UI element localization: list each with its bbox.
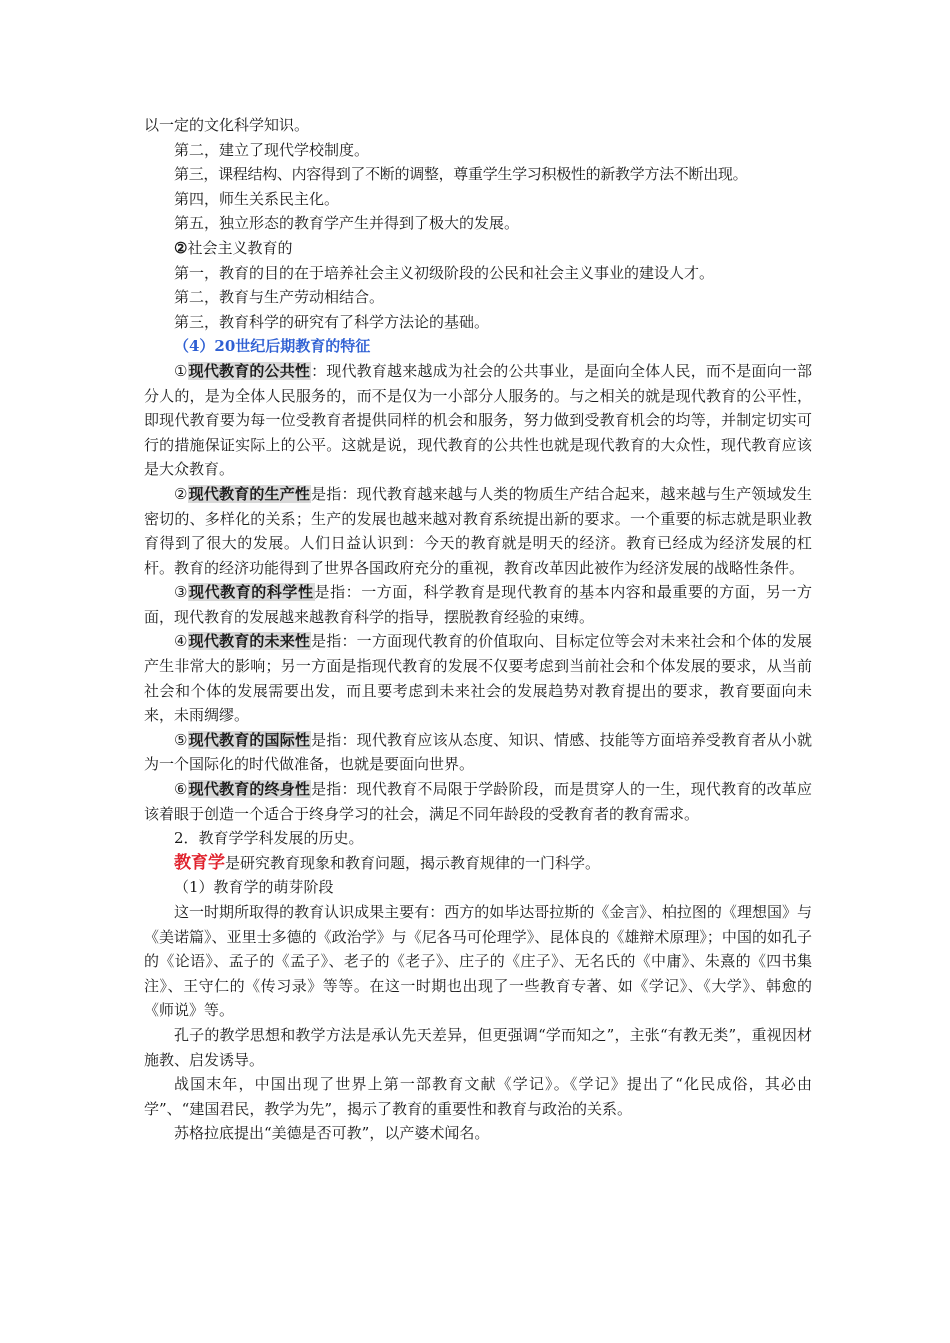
paragraph: 第三，教育科学的研究有了科学方法论的基础。 xyxy=(174,312,490,331)
paragraph-text: 是指：现代教育越来越与人类的物质生产结合起来，越来越与生产领域发生密切的、多样化的关系；生产的发展也越来越对教育系统提出新的要求。一个重要的标志就是职业教育得到了很大的发展。人们日益认识到：今天的教育就是明天的经济。教育已经成为经济发展的杠杆。教育的经济功能得到了世界各国政府充分的重视，教育改革因此被作为经济发展的战略性条件。 xyxy=(144,484,812,577)
subsection-heading: （1）教育学的萌芽阶段 xyxy=(174,878,334,897)
paragraph xyxy=(144,482,812,580)
paragraph: 战国末年，中国出现了世界上第一部教育文献《学记》。《学记》提出了“化民成俗，其必由学”、“建国君民，教学为先”，揭示了教育的重要性和教育与政治的关系。 xyxy=(144,1075,812,1118)
paragraph: 第五，独立形态的教育学产生并得到了极大的发展。 xyxy=(174,214,520,233)
paragraph-text: 社会主义教育的 xyxy=(187,238,293,257)
paragraph xyxy=(144,728,812,777)
key-term: 现代教育的科学性 xyxy=(189,583,314,602)
list-marker: ② xyxy=(174,484,188,503)
key-term: 现代教育的公共性 xyxy=(188,361,311,380)
key-term: 现代教育的终身性 xyxy=(188,780,311,799)
paragraph-text: 是指：一方面现代教育的价值取向、目标定位等会对未来社会和个体的发展产生非常大的影响；另一方面是指现代教育的发展不仅要考虑到当前社会和个体发展的要求，从当前社会和个体的发展需要出发，而且要考虑到未来社会的发展趋势对教育提出的要求，教育要面向未来，未雨绸缪。 xyxy=(144,632,812,725)
section-heading: 2．教育学学科发展的历史。 xyxy=(174,829,364,848)
list-marker: ③ xyxy=(174,583,189,602)
paragraph-text: ：现代教育越来越成为社会的公共事业，是面向全体人民，而不是面向一部分人的，是为全体人民服务的，而不是仅为一小部分人服务的。与之相关的就是现代教育的公平性，即现代教育要为每一位受教育者提供同样的机会和服务，努力做到受教育机会的均等，并制定切实可行的措施保证实际上的公平。这就是说，现代教育的公共性也就是现代教育的大众性，现代教育应该是大众教育。 xyxy=(144,361,812,479)
paragraph xyxy=(144,236,812,261)
paragraph: 这一时期所取得的教育认识成果主要有：西方的如毕达哥拉斯的《金言》、柏拉图的《理想国》与《美诺篇》、亚里士多德的《政治学》与《尼各马可伦理学》、昆体良的《雄辩术原理》；中国的如孔子的《论语》、孟子的《孟子》、老子的《老子》、庄子的《庄子》、无名氏的《中庸》、朱熹的《四书集注》、王守仁的《传习录》等等。在这一时期也出现了一些教育专著、如《学记》、《大学》、韩愈的《师说》等。 xyxy=(144,903,812,1020)
paragraph: 苏格拉底提出“美德是否可教”，以产婆术闻名。 xyxy=(174,1124,490,1143)
key-term: 现代教育的国际性 xyxy=(188,730,311,749)
paragraph: 第二，教育与生产劳动相结合。 xyxy=(174,288,385,307)
paragraph xyxy=(144,629,812,727)
paragraph: 以一定的文化科学知识。 xyxy=(144,116,310,134)
key-term: 现代教育的未来性 xyxy=(188,632,311,651)
paragraph: 第三，课程结构、内容得到了不断的调整，尊重学生学习积极性的新教学方法不断出现。 xyxy=(174,165,748,184)
paragraph-text: 是指：现代教育应该从态度、知识、情感、技能等方面培养受教育者从小就为一个国际化的时代做准备，也就是要面向世界。 xyxy=(144,730,812,774)
key-term: 教育学 xyxy=(174,852,225,873)
paragraph xyxy=(144,777,812,826)
document-page xyxy=(144,113,812,1146)
list-marker: ⑤ xyxy=(174,730,188,749)
list-marker: ⑥ xyxy=(174,780,188,799)
list-marker: ② xyxy=(174,238,188,257)
section-heading: （4）20世纪后期教育的特征 xyxy=(174,337,371,356)
paragraph: 第二，建立了现代学校制度。 xyxy=(174,140,370,159)
paragraph-text: 是研究教育现象和教育问题，揭示教育规律的一门科学。 xyxy=(225,853,601,872)
paragraph: 第一，教育的目的在于培养社会主义初级阶段的公民和社会主义事业的建设人才。 xyxy=(174,263,715,282)
paragraph xyxy=(144,580,812,629)
paragraph: 第四，师生关系民主化。 xyxy=(174,189,340,208)
paragraph-text: 是指：一方面，科学教育是现代教育的基本内容和最重要的方面，另一方面，现代教育的发展越来越教育科学的指导，摆脱教育经验的束缚。 xyxy=(144,583,812,626)
paragraph xyxy=(144,359,812,482)
key-term: 现代教育的生产性 xyxy=(188,484,311,503)
paragraph-text: 是指：现代教育不局限于学龄阶段，而是贯穿人的一生，现代教育的改革应该着眼于创造一个适合于终身学习的社会，满足不同年龄段的受教育者的教育需求。 xyxy=(144,780,812,823)
list-marker: ④ xyxy=(174,632,188,651)
paragraph xyxy=(144,851,812,876)
list-marker: ① xyxy=(174,361,188,380)
paragraph: 孔子的教学思想和教学方法是承认先天差异，但更强调“学而知之”，主张“有教无类”，重视因材施教、启发诱导。 xyxy=(144,1025,812,1069)
